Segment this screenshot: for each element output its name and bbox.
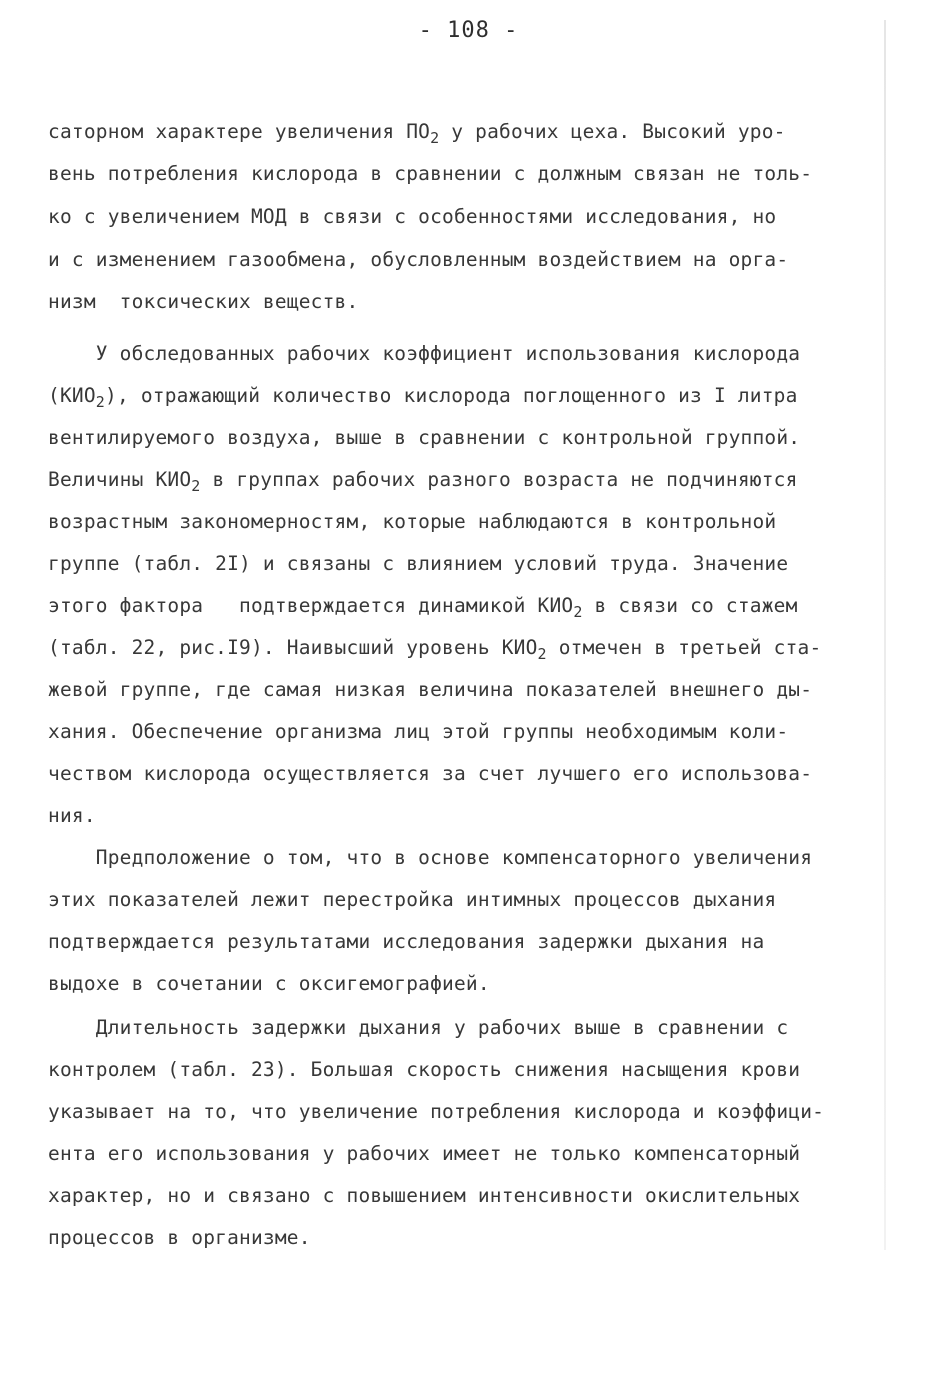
text-line bbox=[48, 510, 776, 538]
text-segment: этих показателей лежит перестройка интимных процессов дыхания bbox=[48, 888, 777, 911]
text-segment: (табл. 22, рис.I9). Наивысший уровень КИО bbox=[48, 636, 538, 659]
text-segment: возрастным закономерностям, которые наблюдаются в контрольной bbox=[48, 510, 777, 533]
text-line bbox=[48, 930, 764, 958]
text-line bbox=[48, 1226, 311, 1254]
text-line bbox=[48, 426, 800, 454]
text-segment: выдохе в сочетании с оксигемографией. bbox=[48, 972, 490, 995]
text-line bbox=[48, 552, 788, 580]
text-line bbox=[48, 678, 812, 706]
text-line bbox=[48, 384, 798, 412]
text-segment: процессов в организме. bbox=[48, 1226, 311, 1249]
text-segment: Величины КИО bbox=[48, 468, 192, 491]
text-line bbox=[48, 205, 776, 233]
text-line bbox=[48, 1058, 800, 1086]
text-segment: у рабочих цеха. Высокий уро- bbox=[439, 120, 786, 143]
text-line bbox=[48, 888, 776, 916]
text-line bbox=[48, 846, 812, 874]
text-segment: жевой группе, где самая низкая величина показателей внешнего ды- bbox=[48, 678, 813, 701]
text-line bbox=[48, 804, 96, 832]
text-segment: в связи со стажем bbox=[582, 594, 798, 617]
text-line bbox=[48, 248, 788, 276]
text-segment: саторном характере увеличения ПО bbox=[48, 120, 431, 143]
text-line bbox=[48, 1016, 788, 1044]
text-segment: Предположение о том, что в основе компенсаторного увеличения bbox=[48, 846, 813, 869]
text-segment: этого фактора подтверждается динамикой КИО bbox=[48, 594, 574, 617]
text-line bbox=[48, 342, 800, 370]
text-segment: контролем (табл. 23). Большая скорость снижения насыщения крови bbox=[48, 1058, 801, 1081]
text-segment: хания. Обеспечение организма лиц этой группы необходимым коли- bbox=[48, 720, 789, 743]
text-segment: группе (табл. 2I) и связаны с влиянием условий труда. Значение bbox=[48, 552, 789, 575]
text-segment: и с изменением газообмена, обусловленным воздействием на орга- bbox=[48, 248, 789, 271]
text-segment: ), отражающий количество кислорода поглощенного из I литра bbox=[105, 384, 798, 407]
text-line bbox=[48, 468, 798, 496]
text-line bbox=[48, 1142, 800, 1170]
text-segment: подтверждается результатами исследования задержки дыхания на bbox=[48, 930, 765, 953]
subscript: 2 bbox=[573, 603, 583, 621]
text-segment: вень потребления кислорода в сравнении с должным связан не толь- bbox=[48, 162, 813, 185]
subscript: 2 bbox=[95, 393, 105, 411]
text-segment: (КИО bbox=[48, 384, 96, 407]
text-line bbox=[48, 120, 786, 148]
page-number: - 108 - bbox=[418, 18, 519, 43]
text-segment: отмечен в третьей ста- bbox=[546, 636, 822, 659]
text-segment: У обследованных рабочих коэффициент использования кислорода bbox=[48, 342, 801, 365]
text-segment: Длительность задержки дыхания у рабочих выше в сравнении с bbox=[48, 1016, 789, 1039]
text-segment: характер, но и связано с повышением интенсивности окислительных bbox=[48, 1184, 801, 1207]
text-segment: чеством кислорода осуществляется за счет лучшего его использова- bbox=[48, 762, 813, 785]
text-line bbox=[48, 162, 812, 190]
page-edge bbox=[884, 20, 886, 1250]
text-segment: указывает на то, что увеличение потребления кислорода и коэффици- bbox=[48, 1100, 825, 1123]
text-line bbox=[48, 636, 821, 664]
text-segment: низм токсических веществ. bbox=[48, 290, 359, 313]
text-line bbox=[48, 1184, 800, 1212]
text-line bbox=[48, 594, 798, 622]
text-line bbox=[48, 290, 358, 318]
text-line bbox=[48, 972, 490, 1000]
subscript: 2 bbox=[191, 477, 201, 495]
text-segment: в группах рабочих разного возраста не подчиняются bbox=[200, 468, 798, 491]
subscript: 2 bbox=[537, 645, 547, 663]
text-segment: вентилируемого воздуха, выше в сравнении с контрольной группой. bbox=[48, 426, 801, 449]
text-line bbox=[48, 720, 788, 748]
subscript: 2 bbox=[430, 129, 440, 147]
text-segment: ко с увеличением МОД в связи с особенностями исследования, но bbox=[48, 205, 777, 228]
text-line bbox=[48, 762, 812, 790]
text-line bbox=[48, 1100, 824, 1128]
text-segment: ния. bbox=[48, 804, 96, 827]
text-segment: ента его использования у рабочих имеет не только компенсаторный bbox=[48, 1142, 801, 1165]
